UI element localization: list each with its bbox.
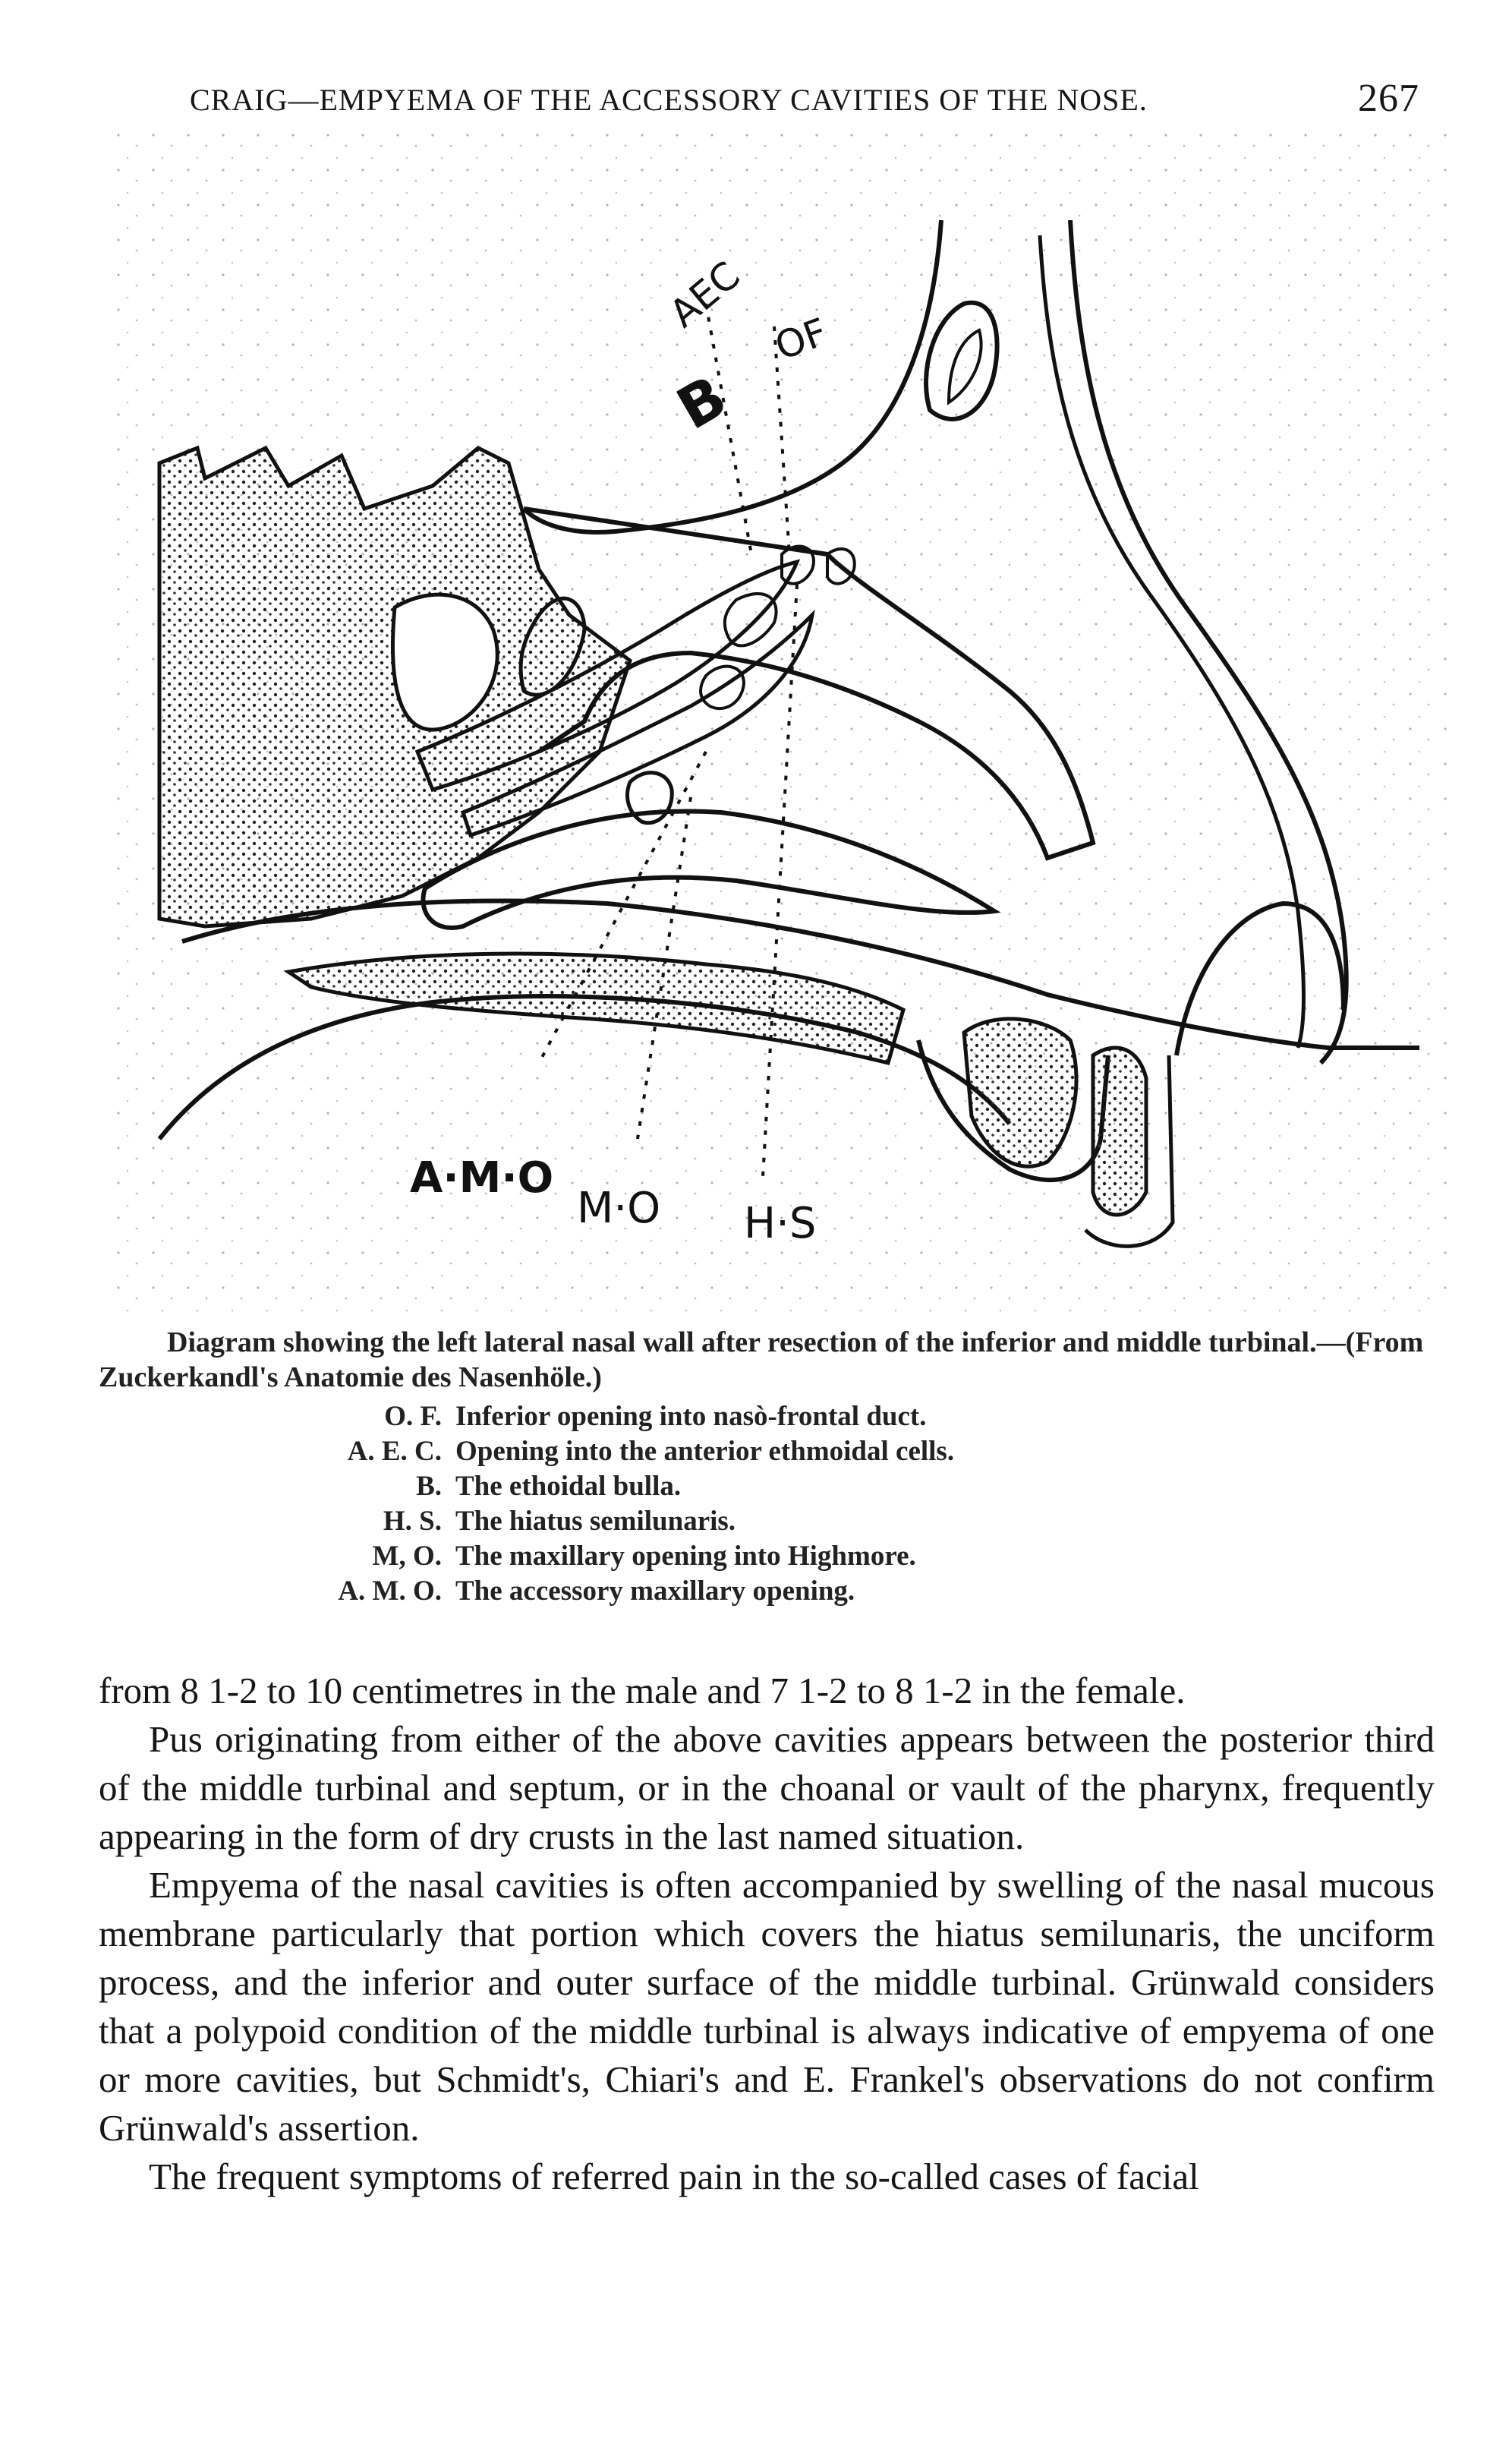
figure-legend bbox=[99, 1399, 1450, 1609]
running-header bbox=[190, 77, 1419, 120]
label-b: B bbox=[666, 361, 738, 443]
label-of: OF bbox=[769, 310, 833, 369]
legend-item bbox=[99, 1399, 1450, 1434]
legend-desc: The maxillary opening into Highmore. bbox=[455, 1541, 916, 1572]
legend-desc: Inferior opening into nasò-frontal duct. bbox=[455, 1401, 927, 1432]
columella-dotted bbox=[1093, 1048, 1146, 1215]
nasal-wall-diagram bbox=[114, 129, 1450, 1314]
legend-abbr: A. E. C. bbox=[347, 1436, 442, 1467]
legend-abbr: M, O. bbox=[372, 1541, 442, 1572]
legend-item bbox=[99, 1469, 1450, 1504]
legend-abbr: A. M. O. bbox=[338, 1575, 442, 1607]
legend-item bbox=[99, 1574, 1450, 1609]
legend-desc: Opening into the anterior ethmoidal cells. bbox=[455, 1436, 955, 1467]
diagram-drawing bbox=[114, 129, 1450, 1314]
legend-abbr: H. S. bbox=[383, 1506, 442, 1537]
page-number: 267 bbox=[1358, 77, 1419, 120]
paragraph-continued: from 8 1-2 to 10 centimetres in the male and 7 1-2 to 8 1-2 in the female. bbox=[99, 1670, 1186, 1711]
legend-desc: The accessory maxillary opening. bbox=[455, 1575, 855, 1607]
label-amo: A·M·O bbox=[410, 1153, 554, 1203]
paragraph: Pus originating from either of the above cavities appears between the posterior third of the middle turbinal and septum, or in the choanal or vault of the pharynx, frequently appearing in the form of dry crusts in the last named situation. bbox=[99, 1718, 1435, 1857]
label-aec: AEC bbox=[661, 253, 748, 336]
legend-abbr: B. bbox=[416, 1471, 442, 1502]
figure-caption: Diagram showing the left lateral nasal wall after resection of the inferior and middle turbinal.—(From Zuckerkandl's Anatomie des Nasenhöle.) bbox=[99, 1326, 1424, 1393]
paragraph: Empyema of the nasal cavities is often accompanied by swelling of the nasal mucous membrane particularly that portion which covers the hiatus semilunaris, the unciform process, and the inferior and outer surface of the middle turbinal. Grünwald considers that a polypoid condition of the middle turbinal is always indicative of empyema of one or more cavities, but Schmidt's, Chiari's and E. Frankel's observations do not confirm Grünwald's assertion. bbox=[99, 1864, 1435, 2149]
label-hs: H·S bbox=[744, 1199, 817, 1248]
legend-abbr: O. F. bbox=[384, 1401, 442, 1432]
legend-desc: The hiatus semilunaris. bbox=[455, 1506, 736, 1537]
legend-item bbox=[99, 1504, 1450, 1539]
paragraph: The frequent symptoms of referred pain in the so-called cases of facial bbox=[149, 2156, 1199, 2197]
running-title: CRAIG—EMPYEMA OF THE ACCESSORY CAVITIES OF THE NOSE. bbox=[190, 83, 1148, 117]
body-text bbox=[99, 1667, 1435, 2201]
legend-desc: The ethoidal bulla. bbox=[455, 1471, 682, 1502]
legend-item bbox=[99, 1539, 1450, 1574]
label-mo: M·O bbox=[577, 1184, 661, 1233]
legend-item bbox=[99, 1434, 1450, 1469]
figure-caption-block bbox=[99, 1325, 1450, 1609]
